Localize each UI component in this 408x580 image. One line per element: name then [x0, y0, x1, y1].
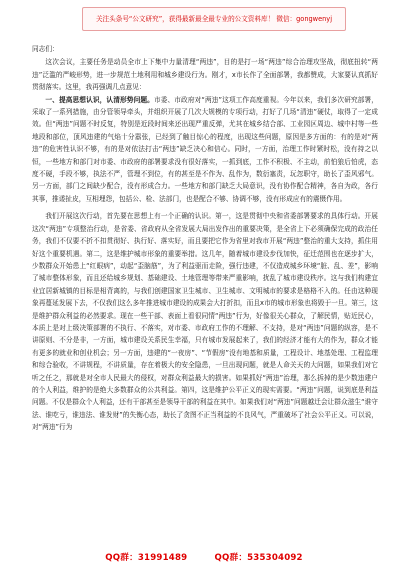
- qq-group-2: QQ群：535304092: [214, 553, 303, 563]
- document-body: [32, 43, 378, 434]
- qq-group-1: QQ群：31991489: [105, 553, 188, 563]
- section-one-body: 市委、市政府对“两违”这项工作高度重视。今年以来，我们多次研究部署，采取了一系列措施，由分管领导牵头，并组织开展了几次大规模的专项行动，打好了几场“清违”硬仗，取得了一定成效。但“两违”问题不时反复，特别是近段时间来还出现严重反弹，尤其在城乡结合部、工业园区周边、城中村等一些地段和部位，顶风违建的气焰十分嚣张，已经到了触目惊心的程度，出现这些问题，原因是多方面的：有的是对“两违”的危害性认识不够，有的是对依法打击“两违”缺乏决心和信心。同时，一方面，治理工作时紧时松，没有持之以恒，一些地方和部门对市委、市政府的部署要求没有很好落实，一抓到底，工作不积极、不主动，前怕狼后怕虎，态度不硬，手段不够，执法不严，管理不到位，有的甚至是不作为、乱作为，数衍塞责，玩忽职守，助长了歪风邪气。另一方面，部门之间缺少配合，没有形成合力。一些地方和部门缺乏大局意识，没有协作配合精神，各自为政，各行其事，推诿扯皮，互相埋怨，包括公、检、法部门，也是配合不够、协调不够，没有形成应有的震慑作用。: [32, 95, 378, 203]
- section-one-paragraph: [32, 94, 378, 206]
- footer: [0, 551, 408, 563]
- section-one-heading: 一、提高思想认识，认清形势问题。: [45, 95, 154, 104]
- header-banner: 关注头条号“公文研究”，获得最新最全最专业的公文资料库！ 微信：gongwenyj: [82, 7, 346, 31]
- body-paragraph: 我们开展这次行动，首先要在思想上有一个正确的认识。第一，这是贯彻中央和省委部署要求的具体行动。开展这次“两违”专项整治行动，是省委、省政府从全省发展大局出发作出的重要决策，是全省上下必须确保完成的政治任务，我们不仅要不折不扣贯彻好、执行好、落实好，而且要把它作为省里对我市开展“两违”整治的重大支持，抓住用好这个重要机遇。第二，这是维护城市形象的重要举措。这几年，随着城市建设步伐加快，征迁范围也在逐步扩大，少数群众开始患上“红眼病”，动起“歪脑筋”，为了利益驱而走险，强行违建，不仅造成城乡环境“脏、乱、差”，影响了城市整体形象，而且还给城乡规划、基础建设、土地管理等带来严重影响，扰乱了城市建设秩序。这与我们构建宜业宜居新城镇的目标是相背离的，与我们创建国家卫生城市、卫生城市、文明城市的要求是格格不入的。任由这种现象再蔓延发展下去，不仅我们这么多年推进城市建设的成果会大打折扣，而且x市的城市形象也将毁于一旦。第三，这是维护群众利益的必然要求。现在一些干部、表面上看很同情“两违”行为，好像很关心群众，了解民情，贴近民心，本质上是对上级决策部署的不执行、不落实，对市委、市政府工作的不理解、不支持，是对“两违”问题的纵容，是不讲原则、不分是非，一方面，城市建设关系民生幸福，只有城市发展起来了，我们的经济才能有大的作为，群众才能有更多的就业和创业机会；另一方面，违建的“一夜房”、“节假房”没有地基和质量，工程设计、地基处理、工程监理和综合验收，不讲规程，不讲质量，存在着极大的安全隐患，一旦出现问题，就是人命关天的大问题，如果我们对它听之任之，那就是对全市人民最大的侵权，对群众利益最大的损害。如果抓好“两违”治理，那么拆掉的是少数违建户的个人利益，维护的是绝大多数群众的公共利益。第四，这是维护公平正义的现实需要。“两违”问题，说到底是利益问题。不仅是群众个人利益，还有干部甚至是领导干部的利益在其中。如果我们对“两违”问题越迁会让群众滋生“谁守法、谁吃亏，谁违法、谁发财”的失衡心态，助长了贪图不正当利益的不良风气，严重破坏了社会公平正义。可以说，对“两违”行为: [32, 212, 378, 432]
- salutation: 同志们：: [32, 45, 59, 53]
- intro-paragraph: 这次会议，主要任务是动员全市上下集中力量清理“两违”，目的是打一场“两违”综合治理攻坚战，彻底扭转“两违”泛滥的严峻形势，进一步规范土地利用和城乡建设行为。刚才，x市长作了全面部署，我都赞成，大家要认真抓好贯彻落实。这里，我再强调几点意见：: [32, 58, 378, 92]
